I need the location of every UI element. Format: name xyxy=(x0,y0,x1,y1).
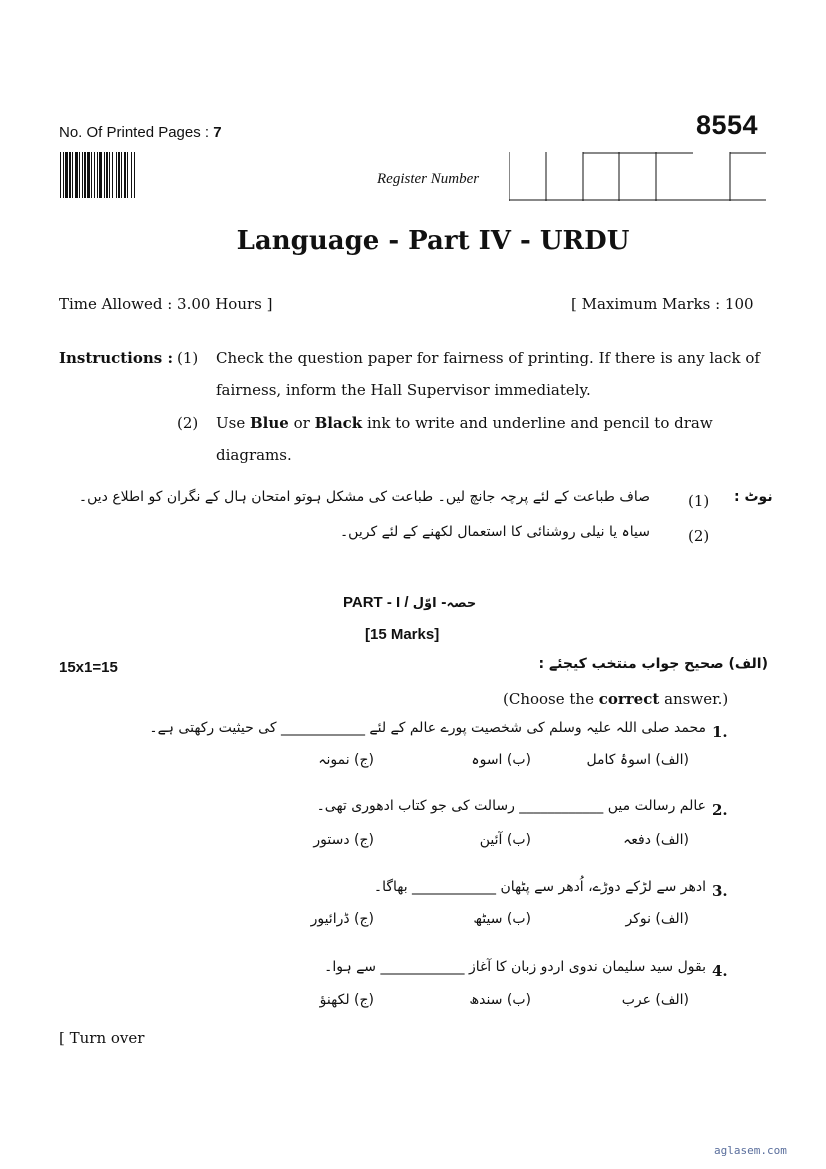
instruction-text: Check the question paper for fairness of printing. If there is any lack of fairness, inform the Hall Supervisor immediately. xyxy=(216,349,760,399)
part-title-urdu: حصہ- اوّل xyxy=(412,596,477,611)
turn-over-note: [ Turn over xyxy=(59,1029,145,1047)
question-number: 2. xyxy=(712,801,728,819)
option-c: (ج) ڈرائیور xyxy=(310,911,374,927)
instructions-label: Instructions : xyxy=(59,349,173,367)
option-a: (الف) عرب xyxy=(621,992,689,1008)
option-b: (ب) اسوہ xyxy=(471,752,531,768)
paper-title: Language - Part IV - URDU xyxy=(236,226,630,256)
question-text: ادھر سے لڑکے دوڑے، اُدھر سے پٹھان ____________ بھاگا۔ xyxy=(373,879,706,895)
printed-pages-count xyxy=(59,124,222,141)
site-watermark: aglasem.com xyxy=(714,1144,787,1157)
option-c: (ج) دستور xyxy=(313,832,374,848)
ink-black: Black xyxy=(314,414,363,432)
option-a: (الف) نوکر xyxy=(625,911,689,927)
question-number: 1. xyxy=(712,723,728,741)
printed-pages-value: 7 xyxy=(213,124,222,141)
option-b: (ب) سندھ xyxy=(469,992,531,1008)
option-a: (الف) اسوۂ کامل xyxy=(586,752,689,768)
time-allowed: Time Allowed : 3.00 Hours ] xyxy=(59,295,273,313)
urdu-note-text: صاف طباعت کے لئے پرچہ جانچ لیں۔ طباعت کی مشکل ہوتو امتحان ہال کے نگران کو اطلاع دیں۔ xyxy=(78,489,650,505)
paper-code: 8554 xyxy=(696,110,759,140)
option-a: (الف) دفعہ xyxy=(623,832,689,848)
printed-pages-label: No. Of Printed Pages : xyxy=(59,124,214,141)
question-number: 4. xyxy=(712,962,728,980)
question-text: بقول سید سلیمان ندوی اردو زبان کا آغاز ____________ سے ہوا۔ xyxy=(324,959,706,975)
instruction-text: Use Blue or Black ink to write and underline and pencil to draw diagrams. xyxy=(216,414,713,464)
register-number-label: Register Number xyxy=(377,171,480,187)
option-c: (ج) لکھنؤ xyxy=(319,992,374,1008)
urdu-note-number: (2) xyxy=(688,527,710,545)
instruction-number: (1) xyxy=(177,349,199,367)
marks-calculation: 15x1=15 xyxy=(59,659,118,676)
maximum-marks: [ Maximum Marks : 100 xyxy=(571,295,754,313)
part-title: PART - I / حصہ- اوّل xyxy=(343,594,477,611)
question-number: 3. xyxy=(712,882,728,900)
barcode xyxy=(60,152,198,198)
question-text: عالم رسالت میں ____________ رسالت کی جو کتاب ادھوری تھی۔ xyxy=(316,798,706,814)
option-b: (ب) آئین xyxy=(479,832,531,848)
urdu-note-label: نوٹ : xyxy=(734,489,773,505)
register-number-boxes xyxy=(509,152,766,201)
choose-instruction: (Choose the correct answer.) xyxy=(503,690,729,708)
urdu-note-number: (1) xyxy=(688,492,710,510)
part-marks: [15 Marks] xyxy=(365,626,440,643)
option-c: (ج) نمونہ xyxy=(318,752,374,768)
option-b: (ب) سیٹھ xyxy=(473,911,531,927)
section-heading: (الف) صحیح جواب منتخب کیجئے : xyxy=(538,656,768,672)
urdu-note-text: سیاہ یا نیلی روشنائی کا استعمال لکھنے کے لئے کریں۔ xyxy=(339,524,650,540)
ink-blue: Blue xyxy=(249,414,289,432)
question-text: محمد صلی اللہ علیہ وسلم کی شخصیت پورے عالم کے لئے ____________ کی حیثیت رکھتی ہے۔ xyxy=(149,720,706,736)
instruction-number: (2) xyxy=(177,414,199,432)
